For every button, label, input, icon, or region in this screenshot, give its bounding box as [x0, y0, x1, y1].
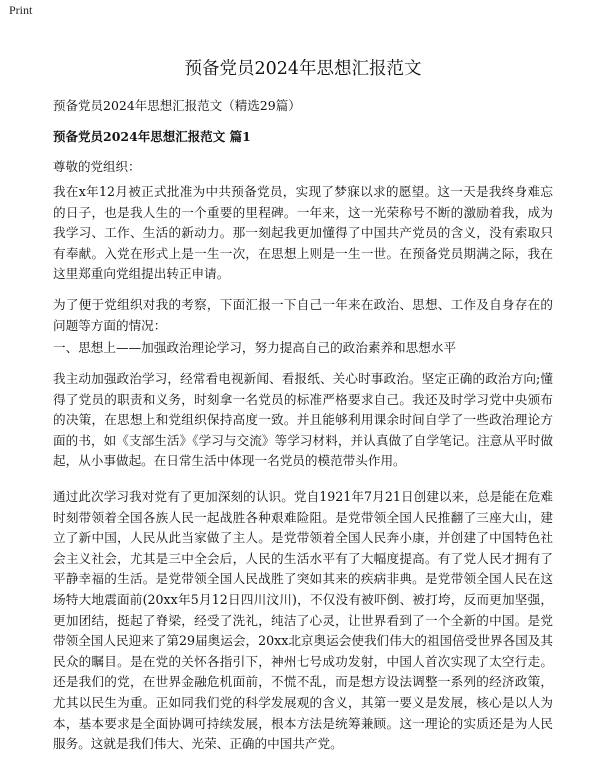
subheading-thought: 一、思想上——加强政治理论学习，努力提高自己的政治素养和思想水平 — [53, 340, 456, 355]
paragraph-intro: 我在x年12月被正式批准为中共预备党员，实现了梦寐以求的愿望。这一天是我终身难忘的日子，也是我人生的一个重要的里程碑。一年来，这一光荣称号不断的激励着我，成为我学习、工作、生活的新动力。那一刻起我更加懂得了中国共产党员的含义，没有索取只有奉献。入党在形式上是一生一次，在思想上则是一生一世。在预备党员期满之际，我在这里郑重向党组提出转正申请。 — [53, 184, 553, 282]
print-link[interactable]: Print — [9, 3, 33, 17]
salutation: 尊敬的党组织： — [53, 159, 141, 174]
paragraph-study: 我主动加强政治学习，经常看电视新闻、看报纸、关心时事政治。坚定正确的政治方向;懂得了党员的职责和义务，时刻拿一名党员的标准严格要求自己。我还及时学习党中央颁布的决策，在思想上和党组织保持高度一致。并且能够利用课余时间自学了一些政治理论方面的书，如《支部生活》《学习与交流》等学习材料，并认真做了自学笔记。注意从平时做起，从小事做起。在日常生活中体现一名党员的模范带头作用。 — [53, 371, 553, 469]
paragraph-purpose: 为了便于党组织对我的考察，下面汇报一下自己一年来在政治、思想、工作及自身存在的问题等方面的情况： — [53, 297, 553, 333]
document-subtitle: 预备党员2024年思想汇报范文（精选29篇） — [53, 98, 301, 113]
section-heading: 预备党员2024年思想汇报范文 篇1 — [53, 129, 251, 144]
paragraph-history: 通过此次学习我对党有了更加深刻的认识。党自1921年7月21日创建以来，总是能在危难时刻带领着全国各族人民一起战胜各种艰难险阻。是党带领全国人民推翻了三座大山，建立了新中国，人民从此当家做了主人。是党带领着全国人民奔小康，并创建了中国特色社会主义社会，尤其是三中全会后，人民的生活水平有了大幅度提高。有了党人民才拥有了平静幸福的生活。是党带领全国人民战胜了突如其来的疾病非典。是党带领全国人民在这场特大地震面前(20xx年5月12日四川汶川)，不仅没有被吓倒、被打垮，反而更加坚强，更加团结，挺起了脊梁，经受了洗礼，纯洁了心灵，让世界看到了一个全新的中国。是党带领全国人民迎来了第29届奥运会，20xx北京奥运会使我们伟大的祖国倍受世界各国及其民众的瞩目。是在党的关怀各指引下，神州七号成功发射，中国人首次实现了太空行走。还是我们的党，在世界金融危机面前，不慌不乱，而是想方设法调整一系列的经济政策，尤其以民生为重。正如同我们党的科学发展观的含义，其第一要义是发展，核心是以人为本，基本要求是全面协调可持续发展，根本方法是统筹兼顾。这一理论的实质还是为人民服务。这就是我们伟大、光荣、正确的中国共产党。 — [53, 489, 553, 752]
document-title: 预备党员2024年思想汇报范文 — [184, 59, 422, 79]
